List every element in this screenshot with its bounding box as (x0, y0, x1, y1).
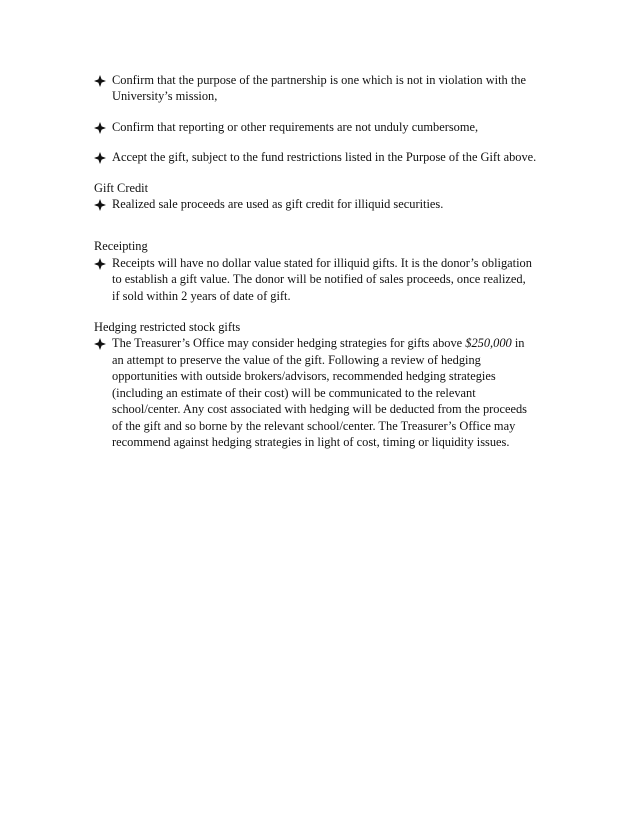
diamond-bullet-icon (94, 199, 106, 211)
section-heading-gift-credit: Gift Credit (94, 180, 149, 195)
list-item-text: Receipts will have no dollar value stated for illiquid gifts. It is the donor’s obligation (112, 255, 532, 270)
section-heading-hedging: Hedging restricted stock gifts (94, 320, 241, 335)
list-item-text: Confirm that reporting or other requirements are not unduly cumbersome, (112, 119, 479, 134)
list-item-accept (94, 149, 554, 165)
list-item-text (112, 335, 554, 351)
list-item-text: Accept the gift, subject to the fund restrictions listed in the Purpose of the Gift above. (112, 150, 537, 165)
list-item-hedging (94, 335, 554, 450)
list-item-text: Confirm that the purpose of the partnership is one which is not in violation with the (112, 73, 526, 87)
list-item-text: (including an estimate of their cost) will be communicated to the relevant (112, 385, 476, 400)
diamond-bullet-icon (94, 338, 106, 350)
diamond-bullet-icon (94, 75, 106, 87)
list-item-gift-credit (94, 196, 554, 212)
document-content (94, 72, 554, 450)
list-item-text: to establish a gift value. The donor will be notified of sales proceeds, once realized, (112, 272, 526, 287)
list-item-text: of the gift and so borne by the relevant school/center. The Treasurer’s Office may (112, 418, 516, 433)
hedging-threshold-amount: $250,000 (465, 336, 512, 351)
section-heading-receipting: Receipting (94, 239, 148, 254)
list-item-text: Realized sale proceeds are used as gift credit for illiquid securities. (112, 197, 444, 212)
hedging-text-part: The Treasurer’s Office may consider hedging strategies for gifts above (112, 336, 466, 351)
list-item-mission (94, 72, 554, 105)
list-item-text: opportunities with outside brokers/advisors, recommended hedging strategies (112, 369, 496, 384)
diamond-bullet-icon (94, 122, 106, 134)
diamond-bullet-icon (94, 258, 106, 270)
list-item-text: recommend against hedging strategies in light of cost, timing or liquidity issues. (112, 434, 510, 449)
list-item-text: University’s mission, (112, 89, 218, 104)
list-item-text: if sold within 2 years of date of gift. (112, 288, 291, 303)
hedging-text-part: in (511, 336, 525, 351)
diamond-bullet-icon (94, 152, 106, 164)
list-item-text: an attempt to preserve the value of the gift. Following a review of hedging (112, 352, 481, 367)
list-item-receipting (94, 255, 554, 304)
list-item-reporting (94, 119, 554, 135)
list-item-text: school/center. Any cost associated with hedging will be deducted from the proceeds (112, 402, 527, 417)
